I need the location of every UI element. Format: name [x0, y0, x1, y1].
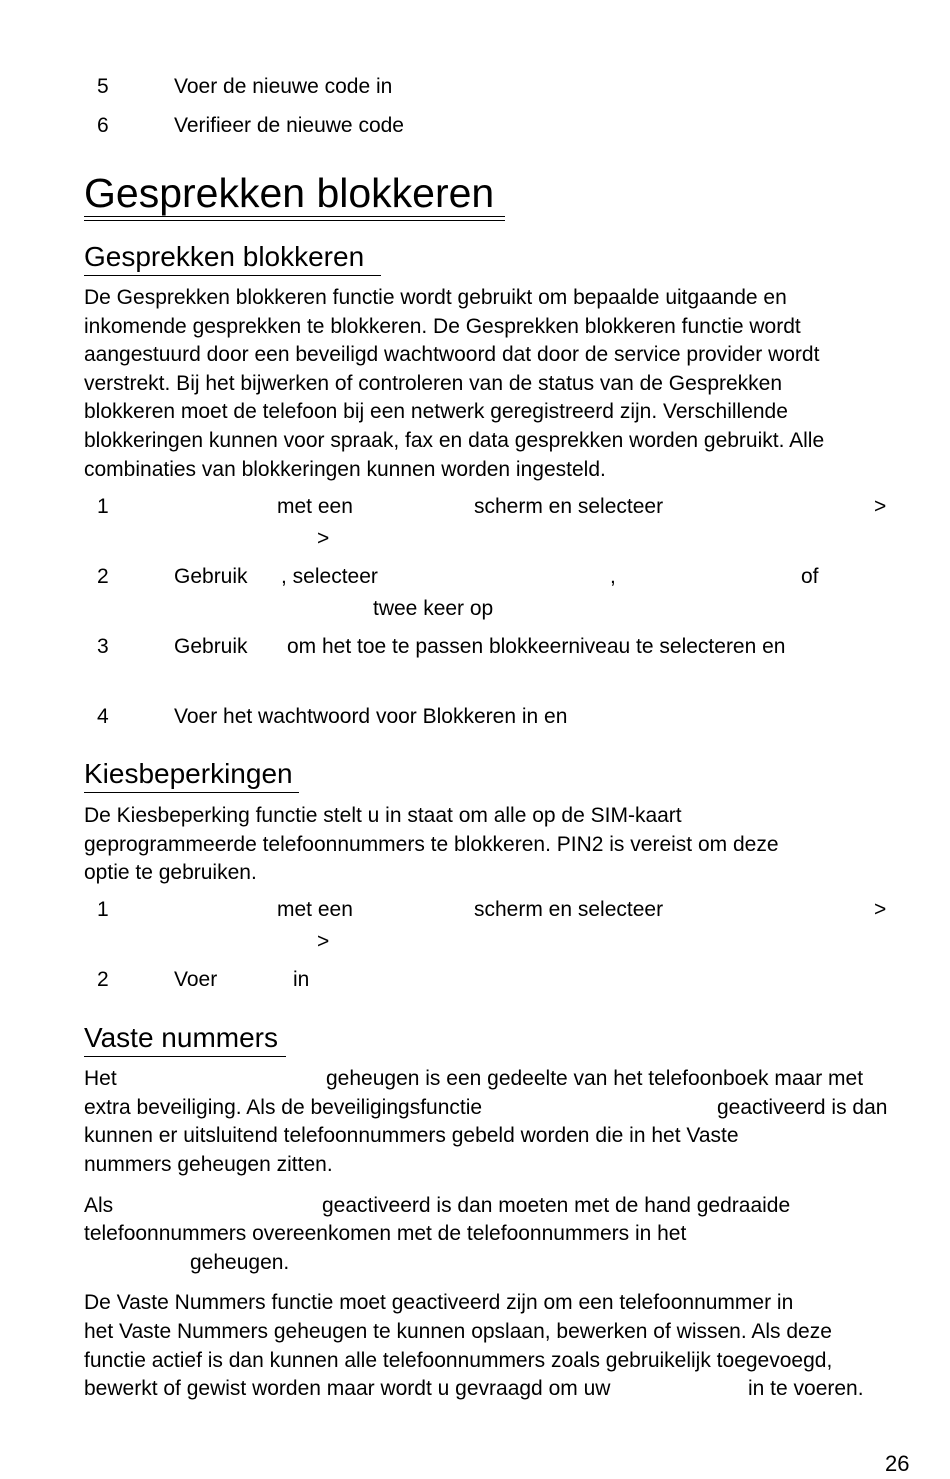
paragraph-line: optie te gebruiken. [84, 861, 257, 885]
step-text: , [610, 565, 616, 588]
title-underline [84, 216, 505, 217]
paragraph-text: De Vaste Nummers functie moet geactiveerd zijn om een telefoonnummer in [84, 1291, 794, 1314]
paragraph-text: geactiveerd is dan moeten met de hand gedraaide [322, 1194, 791, 1217]
step-text: scherm en selecteer [474, 898, 664, 921]
section-title-vaste-nummers: Vaste nummers [84, 1022, 278, 1053]
paragraph-text: geheugen is een gedeelte van het telefoonboek maar met [326, 1067, 864, 1090]
paragraph-text: bewerkt of gewist worden maar wordt u gevraagd om uw [84, 1377, 611, 1400]
section-title-kiesbeperkingen: Kiesbeperkingen [84, 758, 293, 789]
step-number: 3 [97, 635, 109, 658]
paragraph-line: blokkeringen kunnen voor spraak, fax en data gesprekken worden gebruikt. Alle [84, 428, 825, 452]
paragraph-kiesbeperkingen [84, 802, 914, 888]
section-underline [84, 1056, 286, 1057]
paragraph-text: Het [84, 1067, 117, 1090]
paragraph-text: nummers geheugen zitten. [84, 1153, 333, 1176]
step-text: , selecteer [281, 565, 378, 588]
page-number: 26 [885, 1451, 910, 1476]
step-number: 1 [97, 898, 109, 921]
step-text: met een [277, 495, 353, 518]
step-number: 6 [97, 114, 109, 137]
step-number: 2 [97, 968, 109, 991]
paragraph-text: kunnen er uitsluitend telefoonnummers gebeld worden die in het Vaste [84, 1124, 739, 1147]
step-number: 2 [97, 565, 109, 588]
paragraph-line: geprogrammeerde telefoonnummers te blokkeren. PIN2 is vereist om deze [84, 832, 779, 856]
step-text: in [293, 968, 310, 991]
paragraph-line: blokkeren moet de telefoon bij een netwerk geregistreerd zijn. Verschillende [84, 400, 788, 424]
step-separator: > [874, 898, 887, 921]
step-text: of [801, 565, 819, 588]
section-underline [84, 792, 299, 793]
title-underline-second [84, 220, 505, 221]
paragraph-text: geheugen. [190, 1251, 290, 1274]
paragraph-text: Als [84, 1194, 114, 1217]
step-number: 4 [97, 705, 109, 728]
step-text: Gebruik [174, 635, 248, 658]
section-title-gesprekken-blokkeren: Gesprekken blokkeren [84, 241, 365, 272]
step-separator: > [874, 495, 887, 518]
paragraph-line: De Kiesbeperking functie stelt u in staat om alle op de SIM-kaart [84, 804, 682, 827]
paragraph-text: het Vaste Nummers geheugen te kunnen opslaan, bewerken of wissen. Als deze [84, 1320, 832, 1343]
step-text: Voer [174, 968, 218, 991]
paragraph-line: De Gesprekken blokkeren functie wordt gebruikt om bepaalde uitgaande en [84, 286, 787, 309]
paragraph-text: functie actief is dan kunnen alle telefoonnummers zoals gebruikelijk toegevoegd, [84, 1349, 833, 1372]
paragraph-text: in te voeren. [748, 1377, 864, 1400]
paragraph-gesprekken-blokkeren [84, 284, 914, 484]
step-separator: > [317, 930, 330, 953]
step-text: met een [277, 898, 353, 921]
paragraph-line: inkomende gesprekken te blokkeren. De Gesprekken blokkeren functie wordt [84, 314, 801, 338]
step-number: 1 [97, 495, 109, 518]
paragraph-line: combinaties van blokkeringen kunnen worden ingesteld. [84, 457, 606, 481]
paragraph-text: geactiveerd is dan [717, 1096, 888, 1119]
paragraph-line: aangestuurd door een beveiligd wachtwoord dat door de service provider wordt [84, 343, 820, 367]
step-text: Gebruik [174, 565, 248, 588]
step-text: Voer het wachtwoord voor Blokkeren in en [174, 705, 568, 728]
step-text: Verifieer de nieuwe code [174, 114, 404, 137]
step-text: twee keer op [373, 597, 494, 620]
step-text: om het toe te passen blokkeerniveau te selecteren en [287, 635, 786, 658]
step-text: scherm en selecteer [474, 495, 664, 518]
paragraph-text: extra beveiliging. Als de beveiligingsfunctie [84, 1096, 483, 1119]
step-number: 5 [97, 75, 109, 98]
section-underline [84, 275, 381, 276]
paragraph-text: telefoonnummers overeenkomen met de telefoonnummers in het [84, 1222, 687, 1245]
step-text: Voer de nieuwe code in [174, 75, 393, 98]
step-separator: > [317, 527, 330, 550]
paragraph-line: verstrekt. Bij het bijwerken of controleren van de status van de Gesprekken [84, 371, 783, 395]
page-title: Gesprekken blokkeren [84, 170, 495, 216]
